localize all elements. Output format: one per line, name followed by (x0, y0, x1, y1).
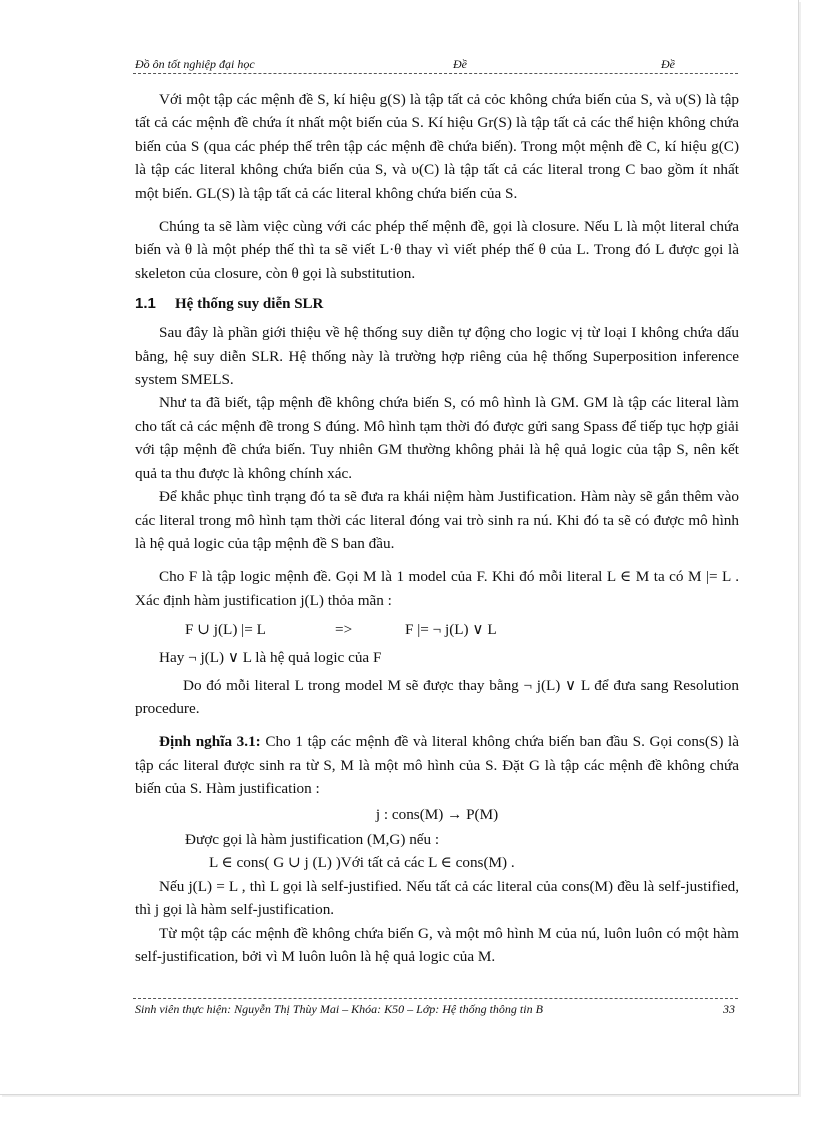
definition-text: Cho 1 tập các mệnh đề và literal không chứa biến ban đầu S. Gọi cons(S) là tập các literal được sinh ra từ S, M là một mô hình của S. Đặt G là tập các mệnh đề không chứa biến của S. Hàm justification : (135, 733, 739, 798)
paragraph-1: Với một tập các mệnh đề S, kí hiệu g(S) là tập tất cả cỏc không chứa biến của S, và υ(S) là tập tất cả các mệnh đề chứa ít nhất một biến của S. Kí hiệu Gr(S) là tập tất cả các thể hiện không chứa biến của S (qua các phép thế trên tập các mệnh đề chứa biến). Trong một mệnh đề C, kí hiệu g(C) là tập các literal không chứa biến của S, và υ(C) là tập tất cả các literal trong C bao gồm ít nhất một biến. GL(S) là tập tất cả các literal không chứa biến của S. (135, 91, 739, 202)
paragraph-2: Chúng ta sẽ làm việc cùng với các phép thế mệnh đề, gọi là closure. Nếu L là một literal chứa biến và θ là một phép thế thì ta sẽ viết L·θ thay vì viết phép thế θ của L. Trong đó L được gọi là skeleton của closure, còn θ gọi là substitution. (135, 218, 739, 282)
definition-label: Định nghĩa 3.1: (159, 733, 261, 751)
paragraph-6: Cho F là tập logic mệnh đề. Gọi M là 1 model của F. Khi đó mỗi literal L ∈ M ta có M |= L . Xác định hàm justification j(L) thỏa mãn : (135, 568, 739, 609)
formula-right: F |= ¬ j(L) ∨ L (405, 621, 497, 639)
formula-justification (135, 618, 739, 642)
page-number: 33 (723, 1002, 735, 1016)
section-number: 1.1 (135, 295, 156, 313)
header-right: Đề (661, 57, 675, 71)
paragraph-11: Từ một tập các mệnh đề không chứa biến G, và một mô hình M của nú, luôn luôn có một hàm self-justification, bởi vì M luôn luôn là hệ quả logic của M. (135, 924, 739, 965)
paragraph-9 (135, 730, 739, 800)
map-line: j : cons(M) → P(M) (375, 805, 499, 823)
paragraph-10: Nếu j(L) = L , thì L gọi là self-justified. Nếu tất cả các literal của cons(M) đều là self-justified, thì j gọi là hàm self-justification. (135, 877, 739, 919)
section-title: Hệ thống suy diễn SLR (175, 296, 324, 313)
formula-left: F ∪ j(L) |= L (185, 621, 266, 639)
paragraph-3: Sau đây là phần giới thiệu về hệ thống suy diễn tự động cho logic vị từ loại I không chứa dấu bằng, hệ suy diễn SLR. Hệ thống này là trường hợp riêng của hệ thống Superposition inference system SMELS. (135, 324, 739, 389)
page-header (133, 55, 738, 74)
paragraph-8: Do đó mỗi literal L trong model M sẽ được thay bằng ¬ j(L) ∨ L để đưa sang Resolution procedure. (135, 676, 739, 717)
header-center: Đề (453, 57, 467, 71)
formula-arrow: => (335, 621, 353, 639)
footer-left: Sinh viên thực hiện: Nguyễn Thị Thùy Mai – Khóa: K50 – Lớp: Hệ thống thông tin B (135, 1002, 543, 1016)
page-content (135, 88, 739, 968)
called-line: Được gọi là hàm justification (M,G) nếu : (185, 830, 440, 848)
paragraph-7: Hay ¬ j(L) ∨ L là hệ quả logic của F (159, 649, 382, 667)
section-heading (135, 293, 739, 315)
paragraph-4: Như ta đã biết, tập mệnh đề không chứa biến S, có mô hình là GM. GM là tập các literal làm cho tất cả các mệnh đề trong S đúng. Mô hình tạm thời đó được gửi sang Spass để tiếp tục hợp giải với tập mệnh đề chứa biến. Tuy nhiên GM thường không phải là hệ quả logic của tập S, nên kết quả ta thu được là không chính xác. (135, 394, 739, 482)
header-left: Đồ ôn tốt nghiệp đại học (135, 57, 255, 71)
condition-line: L ∈ cons( G ∪ j (L) )Với tất cả các L ∈ cons(M) . (209, 854, 515, 872)
paragraph-5: Để khắc phục tình trạng đó ta sẽ đưa ra khái niệm hàm Justification. Hàm này sẽ gắn thêm vào các literal trong mô hình tạm thời các literal đóng vai trò sinh ra nú. Khi đó ta sẽ có được mô hình là hệ quả logic của tập mệnh đề S ban đầu. (135, 488, 739, 552)
page-footer (133, 998, 738, 1017)
